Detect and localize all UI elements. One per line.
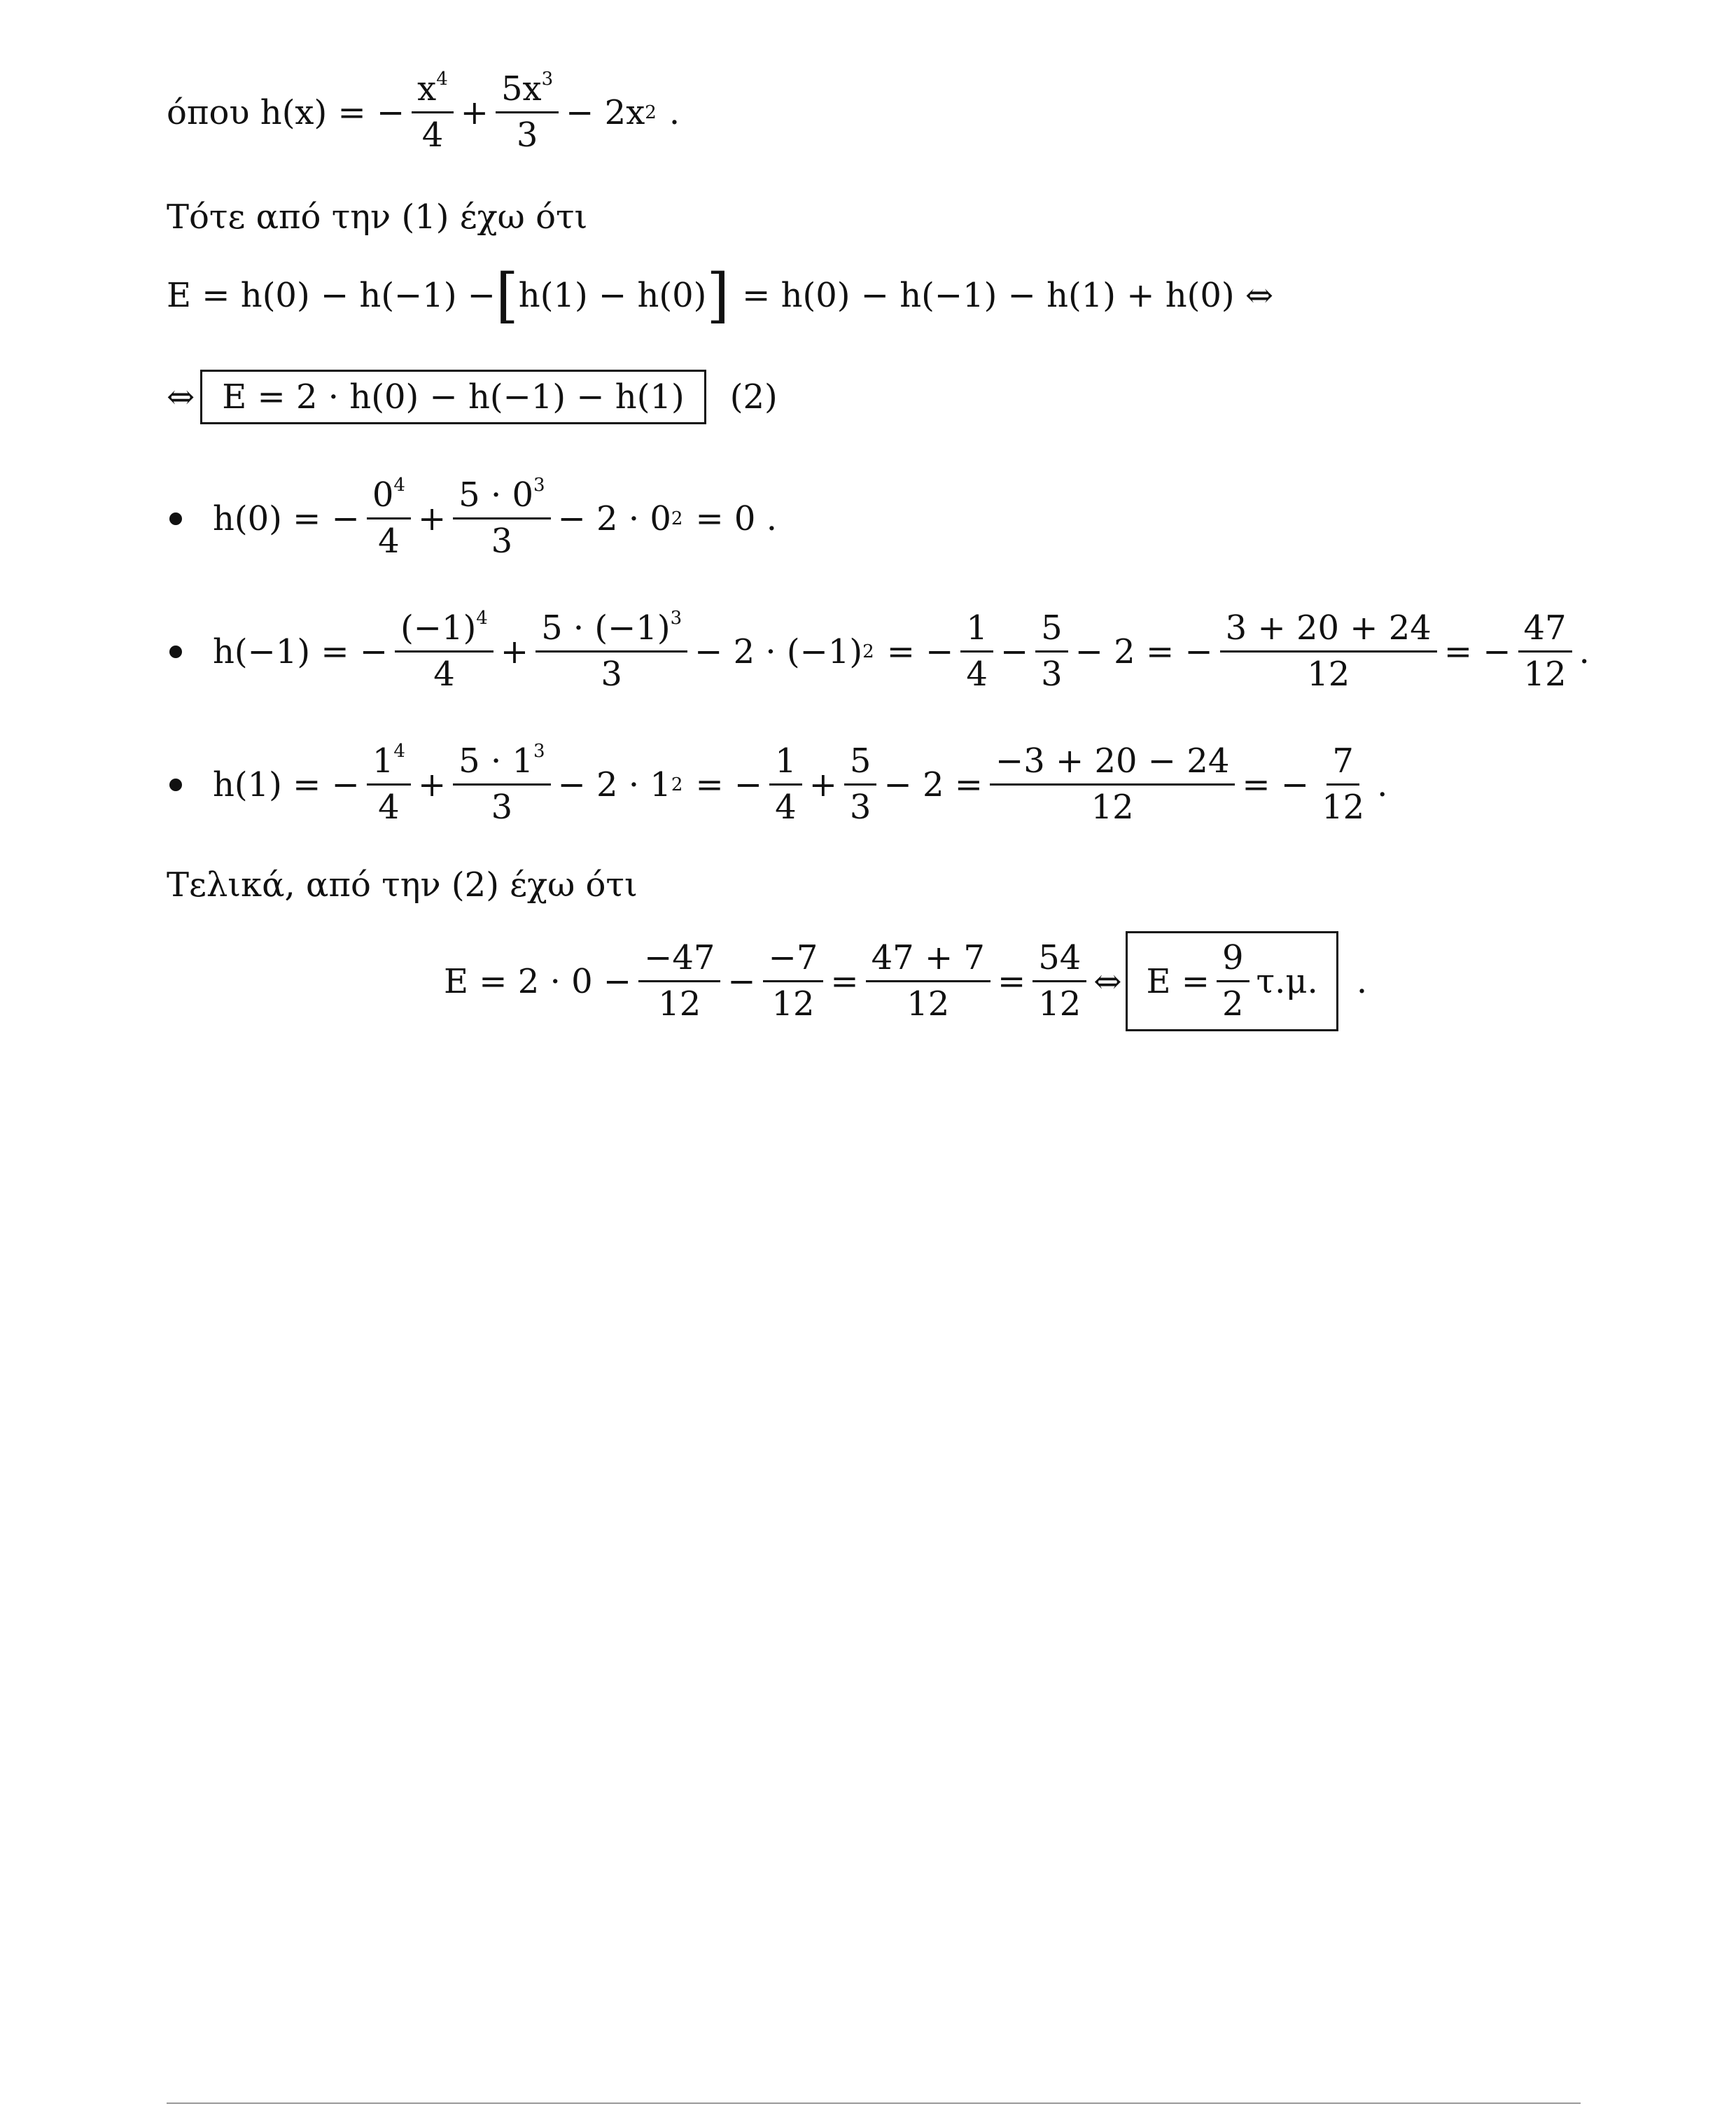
- fraction: [1217, 939, 1250, 1024]
- expr-middle: − 2 · (−1): [694, 632, 863, 671]
- denominator: 3: [1041, 655, 1063, 695]
- numerator: 7: [1326, 742, 1359, 786]
- fraction: [1316, 742, 1370, 827]
- right-bracket: ]: [706, 261, 730, 330]
- numerator: 1: [960, 609, 993, 653]
- period: .: [668, 92, 680, 132]
- paragraph-text: Τότε από την (1) έχω ότι: [167, 197, 588, 237]
- denominator: 12: [906, 984, 950, 1024]
- numerator: 5 · 0: [458, 475, 534, 515]
- denominator: 4: [378, 522, 400, 562]
- denominator: 4: [775, 788, 797, 828]
- fraction: [866, 939, 990, 1024]
- fraction: [638, 939, 720, 1024]
- fraction: [367, 476, 411, 561]
- denominator: 4: [421, 116, 444, 155]
- denominator: 12: [1091, 788, 1134, 828]
- denominator: 4: [433, 655, 455, 695]
- denominator: 12: [1523, 655, 1567, 695]
- equals-minus: = −: [886, 632, 954, 671]
- fraction: [453, 742, 550, 827]
- bullet-icon: [169, 646, 182, 658]
- h-definition-line: όπου h(x) = − $\frac{x^4}{4}$ + $\frac{5x^3}{3}$ − 2x 2 .: [167, 69, 680, 155]
- numerator: x: [417, 69, 437, 109]
- equation-tag: (2): [729, 377, 778, 417]
- fraction: [536, 609, 687, 694]
- bracket-content: h(1) − h(0): [518, 276, 707, 315]
- numerator: −7: [763, 939, 824, 982]
- iff-symbol: ⇔: [167, 377, 195, 417]
- h-def-prefix: όπου h(x) = −: [167, 92, 405, 132]
- numerator: 47 + 7: [866, 939, 990, 982]
- iff-symbol: ⇔: [1093, 961, 1122, 1001]
- minus-operator: −: [1000, 632, 1029, 671]
- bullet-h0: h(0) = − $\frac{0^4}{4}$ + $\frac{5 \cdot 0^3}{3}$ − 2 · 0 2 = 0 .: [169, 476, 777, 561]
- numerator: 47: [1518, 609, 1572, 653]
- minus-two-equals: − 2 =: [883, 765, 983, 804]
- equals: =: [997, 961, 1026, 1001]
- expr-start: E =: [1146, 961, 1210, 1001]
- fraction: [763, 939, 824, 1024]
- plus-operator: +: [417, 765, 447, 804]
- denominator: 3: [491, 522, 513, 562]
- denominator: 3: [516, 116, 538, 155]
- denominator: 4: [378, 788, 400, 828]
- fraction: [844, 742, 877, 827]
- h-def-tail: − 2x: [566, 92, 645, 132]
- area-expansion-line: [167, 261, 1274, 330]
- exponent: 4: [393, 741, 405, 762]
- denominator: 12: [1322, 788, 1365, 828]
- paragraph-text: Τελικά, από την (2) έχω ότι: [167, 865, 638, 905]
- fraction-x4-over-4: [412, 70, 454, 155]
- fraction: [1035, 609, 1068, 694]
- fraction-5x3-over-3: [496, 70, 559, 155]
- fraction: [960, 609, 993, 694]
- fraction: [1032, 939, 1086, 1024]
- fraction: [1518, 609, 1572, 694]
- fraction: [990, 742, 1235, 827]
- numerator: 54: [1032, 939, 1086, 982]
- fraction: [769, 742, 802, 827]
- bullet-h-minus1: h(−1) = − $\frac{(-1)^4}{4}$ + $\frac{5 \cdot (-1)^3}{3}$ − 2 · (−1) 2 = − $\frac{1}{4}$ − $\frac{5}{3}$ − 2 = − $\frac{3 + 20 + 24}{12}$ = − $\frac{47}{12}$ .: [169, 609, 1590, 694]
- numerator: 5: [1035, 609, 1068, 653]
- fraction: [395, 609, 493, 694]
- numerator: 5 · (−1): [541, 608, 671, 648]
- expr-start: E = 2 · 0 −: [444, 961, 632, 1001]
- expr-start: h(0) = −: [213, 498, 360, 538]
- exponent: 4: [436, 69, 448, 90]
- denominator: 12: [658, 984, 701, 1024]
- plus-operator: +: [417, 498, 447, 538]
- expr-end: = h(0) − h(−1) − h(1) + h(0) ⇔: [742, 276, 1274, 315]
- denominator: 4: [966, 655, 988, 695]
- denominator: 12: [771, 984, 815, 1024]
- unit-label: τ.μ.: [1256, 961, 1318, 1001]
- footer-rule: [167, 2102, 1581, 2104]
- fraction: [453, 476, 550, 561]
- fraction: [1220, 609, 1437, 694]
- text-line-then: [167, 197, 587, 237]
- expr-start: E = h(0) − h(−1) −: [167, 276, 496, 315]
- denominator: 3: [849, 788, 872, 828]
- numerator: 5 · 1: [458, 741, 534, 781]
- boxed-final-answer: [1126, 931, 1338, 1031]
- boxed-equation-text: E = 2 · h(0) − h(−1) − h(1): [222, 377, 685, 417]
- minus-operator: −: [727, 961, 756, 1001]
- numerator: 1: [769, 742, 802, 786]
- exponent: 3: [533, 741, 545, 762]
- period: .: [1356, 961, 1368, 1001]
- numerator: 0: [372, 475, 394, 515]
- numerator: 1: [372, 741, 394, 781]
- expr-start: h(−1) = −: [213, 632, 388, 671]
- denominator: 12: [1038, 984, 1082, 1024]
- denominator: 3: [601, 655, 622, 695]
- denominator: 2: [1222, 984, 1244, 1024]
- exponent: 4: [476, 608, 488, 629]
- numerator: −3 + 20 − 24: [990, 742, 1235, 786]
- minus-two-equals: − 2 = −: [1074, 632, 1213, 671]
- period: .: [1578, 632, 1590, 671]
- plus-operator: +: [500, 632, 529, 671]
- expr-start: h(1) = −: [213, 765, 360, 804]
- exponent: 3: [533, 475, 545, 496]
- expr-end: = 0 .: [695, 498, 777, 538]
- exponent: 4: [393, 475, 405, 496]
- plus-operator: +: [460, 92, 489, 132]
- expr-middle: − 2 · 0: [557, 498, 671, 538]
- equals-minus: = −: [1242, 765, 1310, 804]
- exponent: 3: [670, 608, 682, 629]
- numerator: 9: [1217, 939, 1250, 982]
- plus-operator: +: [808, 765, 837, 804]
- numerator: −47: [638, 939, 720, 982]
- left-bracket: [: [496, 261, 519, 330]
- boxed-area-line: [167, 370, 778, 424]
- equals-minus: = −: [1443, 632, 1511, 671]
- numerator: 5x: [501, 69, 542, 109]
- final-result-line: [444, 931, 1367, 1031]
- bullet-h1: h(1) = − $\frac{1^4}{4}$ + $\frac{5 \cdot 1^3}{3}$ − 2 · 1 2 = − $\frac{1}{4}$ + $\frac{5}{3}$ − 2 = $\frac{-3 + 20 - 24}{12}$ = − $\frac{7}{12}$ .: [169, 742, 1387, 827]
- exponent: 3: [541, 69, 554, 90]
- numerator: 3 + 20 + 24: [1220, 609, 1437, 653]
- text-line-finally: [167, 865, 638, 905]
- boxed-equation: [200, 370, 706, 424]
- denominator: 3: [491, 788, 513, 828]
- numerator: (−1): [400, 608, 477, 648]
- equals-minus: = −: [695, 765, 763, 804]
- denominator: 12: [1307, 655, 1350, 695]
- fraction: [367, 742, 411, 827]
- bullet-icon: [169, 779, 182, 791]
- expr-middle: − 2 · 1: [557, 765, 671, 804]
- equals: =: [830, 961, 859, 1001]
- bullet-icon: [169, 512, 182, 525]
- numerator: 5: [844, 742, 877, 786]
- period: .: [1377, 765, 1388, 804]
